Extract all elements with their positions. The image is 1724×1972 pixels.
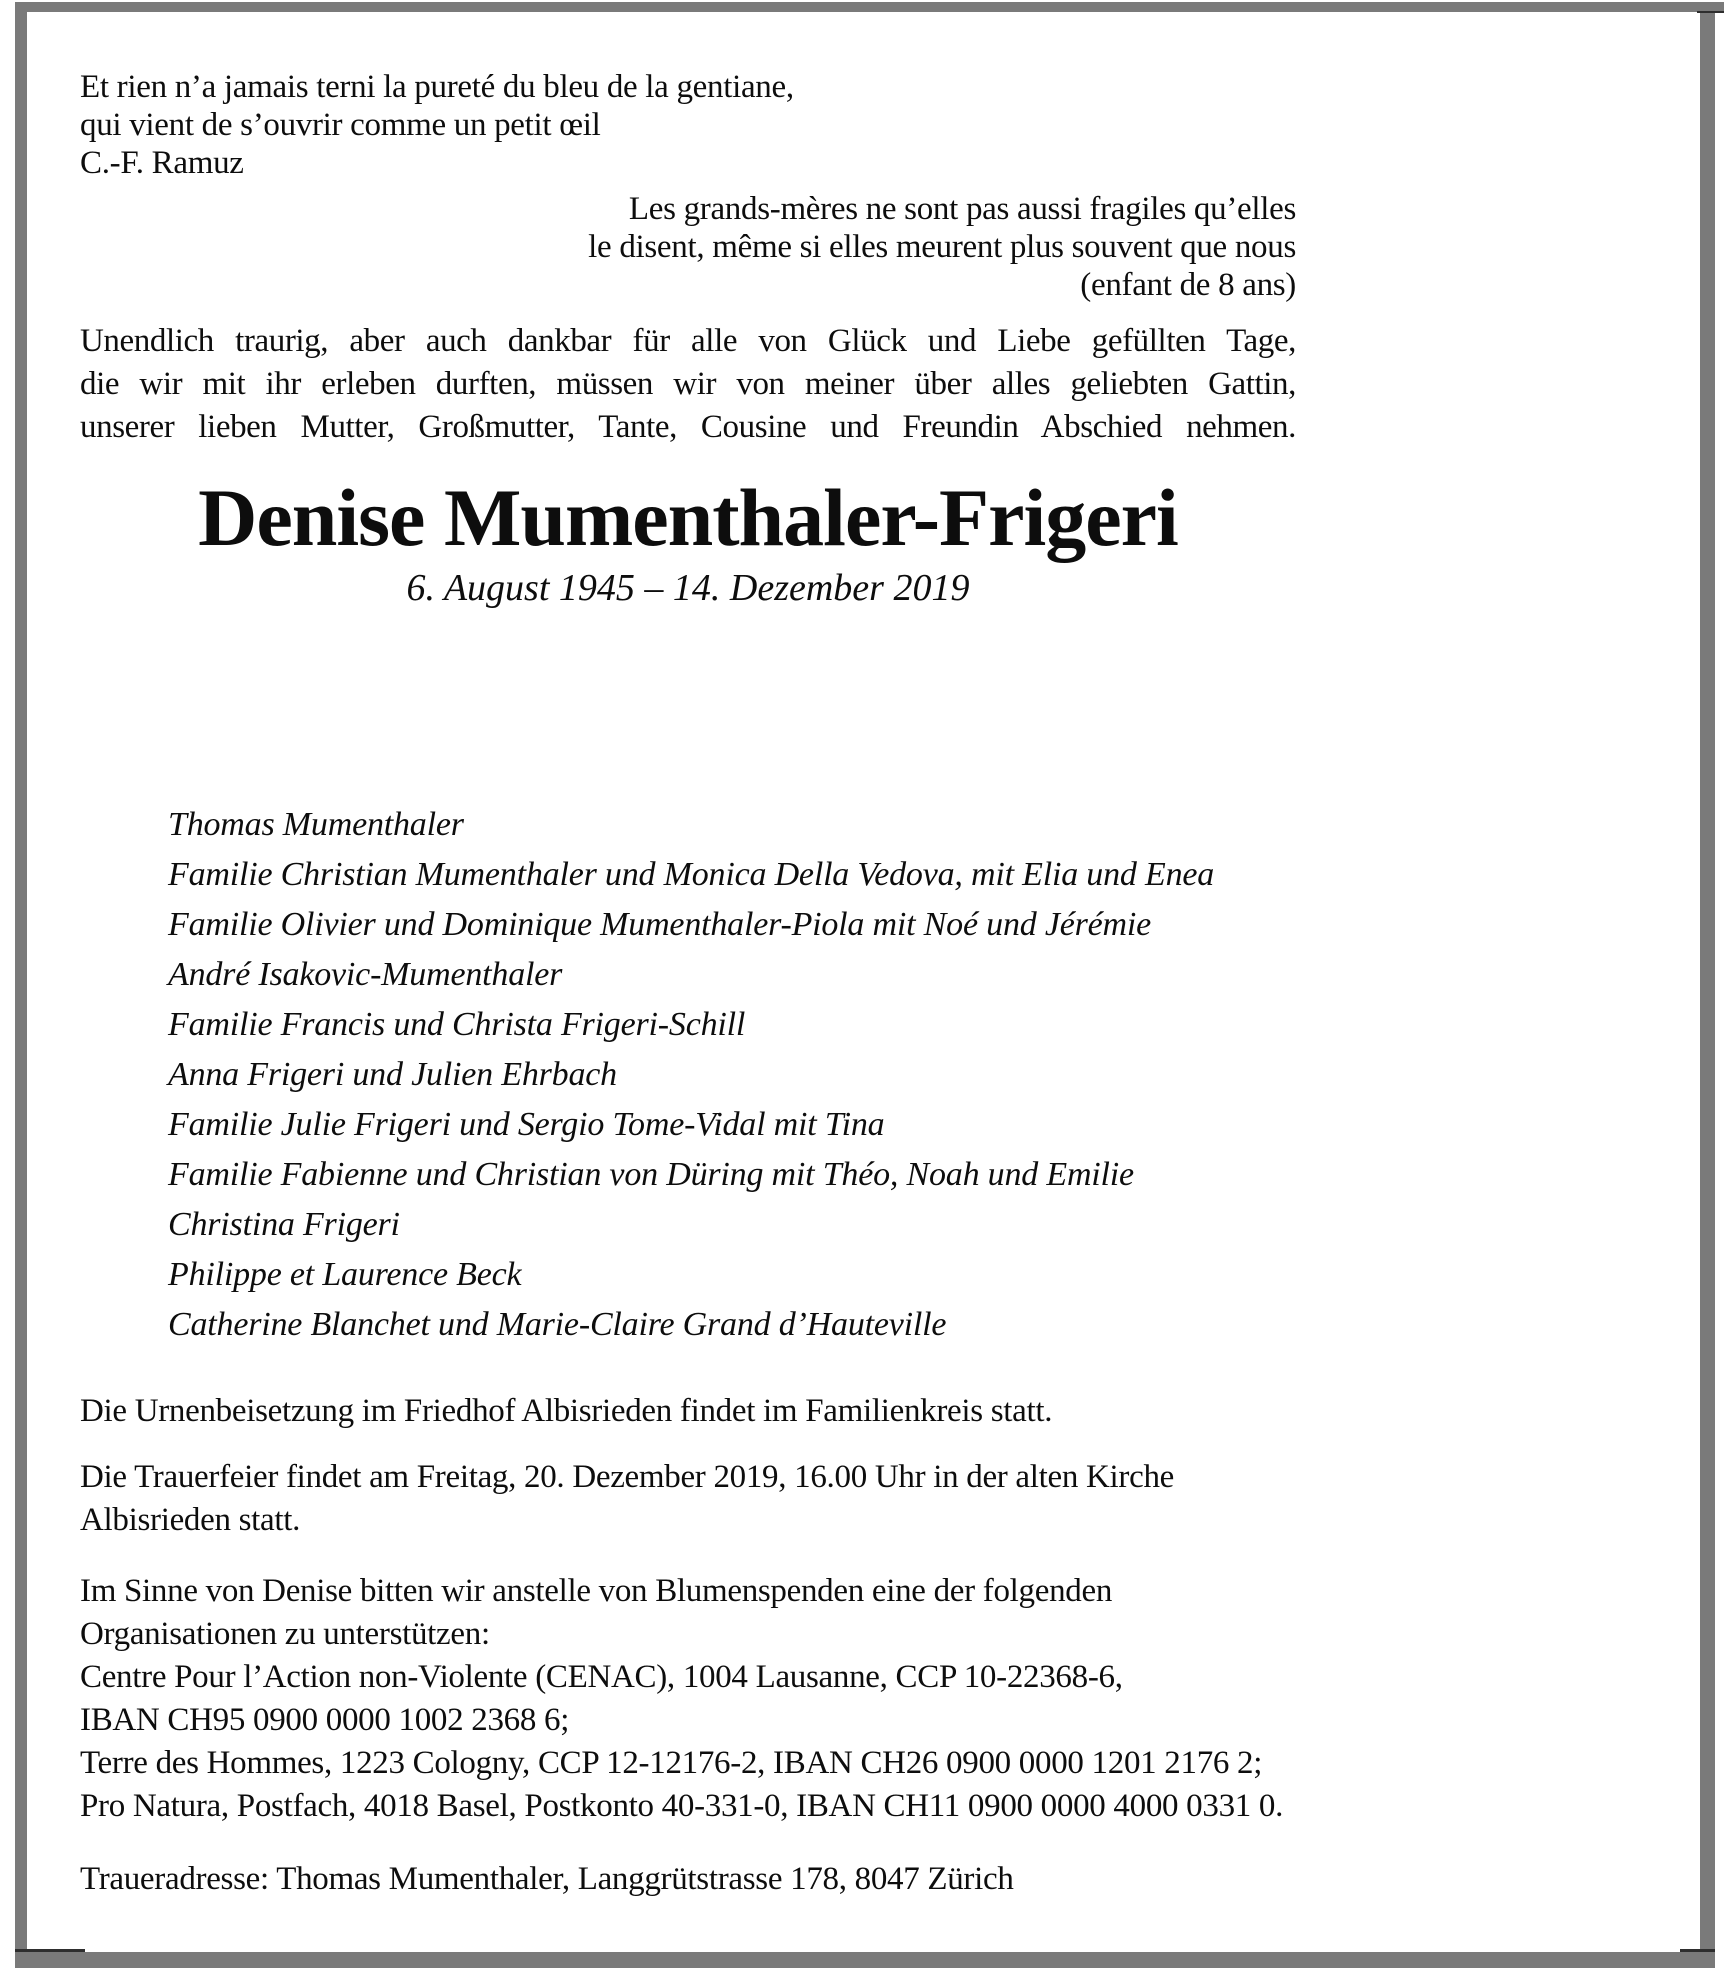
donations-line: IBAN CH95 0900 0000 1002 2368 6;	[80, 1702, 570, 1738]
mourner-name: Familie Christian Mumenthaler und Monica Della Vedova, mit Elia und Enea	[168, 856, 1215, 893]
donations-line: Pro Natura, Postfach, 4018 Basel, Postkonto 40-331-0, IBAN CH11 0900 0000 4000 0331 0.	[80, 1788, 1284, 1824]
epigraph-line: Les grands-mères ne sont pas aussi fragiles qu’elles	[628, 191, 1296, 227]
frame-left-border	[15, 2, 27, 1958]
mourning-address	[80, 1858, 1296, 1901]
service-notice	[80, 1456, 1296, 1542]
burial-notice	[80, 1390, 1296, 1433]
frame-top-border	[15, 2, 1724, 12]
mourner-name: Thomas Mumenthaler	[168, 806, 464, 843]
donations-line: Organisationen zu unterstützen:	[80, 1616, 490, 1652]
epigraph-attribution: C.-F. Ramuz	[80, 145, 244, 181]
deceased-name: Denise Mumenthaler-Frigeri	[198, 472, 1178, 563]
frame-corner-mark	[1697, 11, 1724, 13]
epigraph-line: Et rien n’a jamais terni la pureté du bleu de la gentiane,	[80, 69, 794, 105]
epigraph-ramuz	[80, 68, 1296, 182]
mourner-name: Anna Frigeri und Julien Ehrbach	[168, 1056, 617, 1093]
intro-paragraph	[80, 320, 1296, 449]
intro-line: Unendlich traurig, aber auch dankbar für alle von Glück und Liebe gefüllten Tage,	[80, 323, 1296, 359]
frame-corner-mark	[1680, 1949, 1715, 1952]
life-dates: 6. August 1945 – 14. Dezember 2019	[406, 567, 970, 609]
epigraph-line: le disent, même si elles meurent plus souvent que nous	[588, 229, 1296, 265]
mourner-name: Familie Fabienne und Christian von Düring mit Théo, Noah und Emilie	[168, 1156, 1134, 1193]
frame-right-border	[1700, 2, 1715, 1968]
donations-notice	[80, 1570, 1296, 1828]
intro-line: unserer lieben Mutter, Großmutter, Tante, Cousine und Freundin Abschied nehmen.	[80, 409, 1296, 445]
epigraph-grandmothers	[80, 190, 1296, 304]
mourner-name: Familie Olivier und Dominique Mumenthaler-Piola mit Noé und Jérémie	[168, 906, 1152, 943]
frame-bottom-border	[15, 1952, 1712, 1968]
intro-line: die wir mit ihr erleben durften, müssen wir von meiner über alles geliebten Gattin,	[80, 366, 1296, 402]
burial-line: Die Urnenbeisetzung im Friedhof Albisrieden findet im Familienkreis statt.	[80, 1393, 1053, 1429]
address-line: Traueradresse: Thomas Mumenthaler, Langgrütstrasse 178, 8047 Zürich	[80, 1861, 1014, 1897]
donations-line: Centre Pour l’Action non-Violente (CENAC), 1004 Lausanne, CCP 10-22368-6,	[80, 1659, 1123, 1695]
mourner-name: André Isakovic-Mumenthaler	[168, 956, 563, 993]
mourner-name: Familie Julie Frigeri und Sergio Tome-Vidal mit Tina	[168, 1106, 885, 1143]
epigraph-attribution: (enfant de 8 ans)	[1080, 267, 1296, 303]
mourner-name: Catherine Blanchet und Marie-Claire Grand d’Hauteville	[168, 1306, 947, 1343]
mourners-list	[168, 800, 1384, 1350]
mourner-name: Familie Francis und Christa Frigeri-Schill	[168, 1006, 746, 1043]
donations-line: Im Sinne von Denise bitten wir anstelle von Blumenspenden eine der folgenden	[80, 1573, 1113, 1609]
mourner-name: Philippe et Laurence Beck	[168, 1256, 522, 1293]
epigraph-line: qui vient de s’ouvrir comme un petit œil	[80, 107, 601, 143]
donations-line: Terre des Hommes, 1223 Cologny, CCP 12-12176-2, IBAN CH26 0900 0000 1201 2176 2;	[80, 1745, 1263, 1781]
service-line: Albisrieden statt.	[80, 1502, 301, 1538]
frame-corner-mark	[15, 1949, 85, 1952]
mourner-name: Christina Frigeri	[168, 1206, 400, 1243]
service-line: Die Trauerfeier findet am Freitag, 20. Dezember 2019, 16.00 Uhr in der alten Kirche	[80, 1459, 1174, 1495]
